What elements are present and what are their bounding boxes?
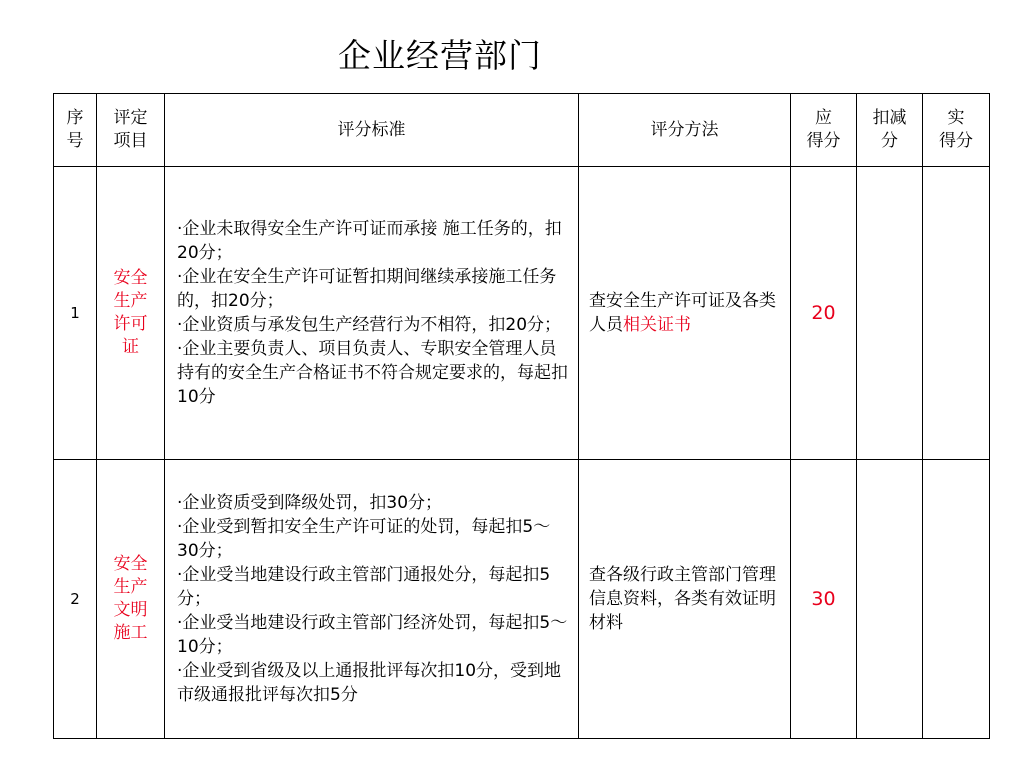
method-cell: 查各级行政主管部门管理信息资料，各类有效证明材料 [579, 460, 791, 739]
criteria-line: ·企业受当地建设行政主管部门经济处罚，每起扣5～10分； [177, 613, 568, 657]
actual-cell [923, 460, 990, 739]
header-criteria: 评分标准 [165, 94, 579, 167]
page-title: 企业经营部门 [338, 36, 542, 75]
scoring-table [53, 93, 990, 739]
criteria-line: ·企业主要负责人、项目负责人、专职安全管理人员持有的安全生产合格证书不符合规定要求的，每起扣10分 [177, 339, 568, 407]
criteria-line: ·企业在安全生产许可证暂扣期间继续承接施工任务的，扣20分； [177, 267, 557, 311]
header-points: 应 得分 [791, 94, 857, 167]
criteria-line: ·企业受当地建设行政主管部门通报处分，每起扣5分； [177, 565, 551, 609]
actual-cell [923, 167, 990, 460]
criteria-line: ·企业受到省级及以上通报批评每次扣10分，受到地市级通报批评每次扣5分 [177, 661, 562, 705]
header-item: 评定 项目 [97, 94, 165, 167]
points-cell: 30 [791, 460, 857, 739]
criteria-cell [165, 167, 579, 460]
deduct-cell [857, 167, 923, 460]
seq-cell: 1 [54, 167, 97, 460]
criteria-line: ·企业受到暂扣安全生产许可证的处罚，每起扣5～30分； [177, 517, 551, 561]
criteria-line: ·企业资质受到降级处罚，扣30分； [177, 493, 443, 513]
criteria-line: ·企业资质与承发包生产经营行为不相符，扣20分； [177, 315, 562, 335]
deduct-cell [857, 460, 923, 739]
header-row [54, 94, 990, 167]
criteria-cell [165, 460, 579, 739]
seq-cell: 2 [54, 460, 97, 739]
criteria-line: ·企业未取得安全生产许可证而承接 施工任务的，扣20分； [177, 219, 562, 263]
method-highlight: 相关证书 [623, 315, 691, 335]
header-actual: 实 得分 [923, 94, 990, 167]
header-deduct: 扣减 分 [857, 94, 923, 167]
item-cell: 安全 生产 文明 施工 [97, 460, 165, 739]
table-row [54, 460, 990, 739]
item-cell: 安全 生产 许可 证 [97, 167, 165, 460]
table-row [54, 167, 990, 460]
method-cell: 查安全生产许可证及各类人员相关证书 [579, 167, 791, 460]
points-cell: 20 [791, 167, 857, 460]
header-seq: 序 号 [54, 94, 97, 167]
header-method: 评分方法 [579, 94, 791, 167]
